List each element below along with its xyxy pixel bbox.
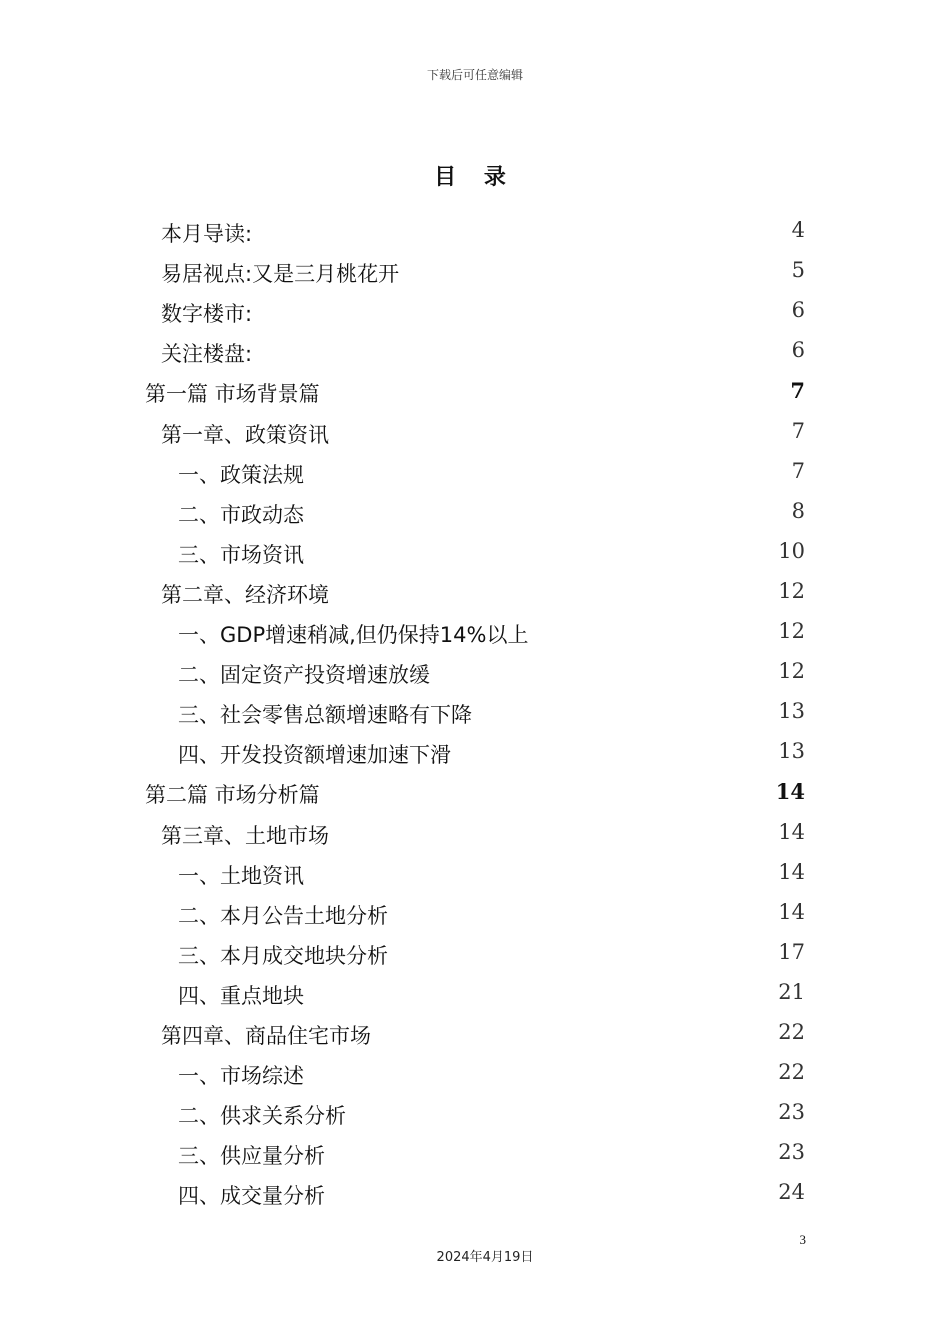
toc-entry-page: 8: [791, 498, 805, 523]
toc-entry[interactable]: [0, 1094, 950, 1134]
toc-entry-page: 13: [778, 739, 805, 764]
toc-entry-label: 三、社会零售总额增速略有下降: [178, 703, 472, 728]
toc-entry-page: 14: [778, 819, 805, 844]
toc-entry[interactable]: [0, 1014, 950, 1054]
toc-entry-label: 三、供应量分析: [178, 1144, 325, 1169]
toc-entry[interactable]: [0, 1054, 950, 1094]
page-number: 3: [799, 1232, 806, 1247]
toc-entry[interactable]: [0, 573, 950, 613]
toc-entry-page: 4: [791, 218, 805, 242]
toc-entry[interactable]: [0, 372, 950, 412]
toc-entry-label: 三、本月成交地块分析: [178, 943, 388, 968]
toc-entry-page: 10: [778, 538, 805, 563]
toc-entry[interactable]: [0, 653, 950, 693]
toc-entry-label: 第四章、商品住宅市场: [161, 1024, 371, 1048]
toc-entry-page: 5: [791, 258, 805, 283]
toc-entry-label: 第一篇 市场背景篇: [145, 382, 320, 407]
toc-entry-label: 四、成交量分析: [178, 1184, 325, 1209]
toc-entry[interactable]: [0, 974, 950, 1014]
toc-entry-page: 13: [778, 699, 805, 724]
toc-entry-label: 三、市场资讯: [178, 542, 304, 567]
page-header: 下载后可任意编辑: [426, 68, 523, 82]
toc-title: 目 录: [434, 165, 516, 190]
toc-entry-label: 二、市政动态: [178, 502, 304, 527]
toc-entry[interactable]: [0, 533, 950, 573]
toc-entry[interactable]: [0, 894, 950, 934]
toc-entry-label: 第二篇 市场分析篇: [145, 783, 320, 808]
toc-entry-page: 12: [778, 619, 805, 643]
toc-entry-label: 第一章、政策资讯: [161, 422, 329, 447]
toc-entry-page: 7: [791, 418, 805, 443]
toc-entry[interactable]: [0, 493, 950, 533]
toc-entry[interactable]: [0, 854, 950, 894]
toc-entry-page: 7: [791, 458, 805, 483]
toc-entry-label: 一、土地资讯: [178, 863, 304, 888]
toc-entry-label: 关注楼盘:: [161, 342, 253, 367]
toc-entry[interactable]: [0, 413, 950, 453]
toc-entry-page: 14: [778, 859, 805, 884]
toc-entry-page: 14: [778, 899, 805, 924]
toc-entry-label: 二、固定资产投资增速放缓: [178, 663, 430, 688]
toc-entry-label: 一、政策法规: [178, 462, 304, 487]
toc-entry-label: 二、供求关系分析: [178, 1104, 346, 1129]
toc-entry-label: 四、重点地块: [178, 983, 304, 1008]
toc-entry-label: 数字楼市:: [161, 302, 253, 327]
toc-entry-page: 6: [791, 338, 805, 363]
toc-entry[interactable]: [0, 773, 950, 813]
toc-entry-page: 23: [778, 1100, 805, 1125]
toc-entry[interactable]: [0, 693, 950, 733]
toc-entry-label: 二、本月公告土地分析: [178, 903, 388, 928]
toc-entry-page: 12: [778, 659, 805, 684]
toc-entry-page: 23: [778, 1140, 805, 1165]
toc-entry[interactable]: [0, 814, 950, 854]
toc-entry[interactable]: [0, 733, 950, 773]
toc-entry[interactable]: [0, 212, 950, 252]
toc-entry-label: 本月导读:: [161, 222, 253, 246]
toc-entry-page: 12: [778, 578, 805, 603]
toc-entry[interactable]: [0, 1134, 950, 1174]
toc-entry-label: 一、GDP增速稍减,但仍保持14%以上: [178, 623, 529, 647]
toc-entry-page: 7: [790, 378, 805, 404]
page-footer-date: 2024年4月19日: [436, 1250, 534, 1265]
toc-entry-page: 21: [778, 979, 805, 1004]
toc-entry-page: 24: [778, 1180, 805, 1205]
toc-entry[interactable]: [0, 453, 950, 493]
toc-entry-label: 第二章、经济环境: [161, 582, 329, 607]
toc-entry[interactable]: [0, 613, 950, 653]
toc-entry-page: 22: [778, 1020, 805, 1044]
toc-entry[interactable]: [0, 252, 950, 292]
toc-entry-label: 易居视点:又是三月桃花开: [161, 262, 400, 287]
toc-entry-page: 6: [791, 298, 805, 323]
toc-entry-label: 第三章、土地市场: [161, 823, 329, 848]
toc-entry-label: 一、市场综述: [178, 1064, 304, 1089]
toc-entry[interactable]: [0, 1174, 950, 1214]
toc-entry-page: 14: [775, 779, 805, 805]
toc-entry[interactable]: [0, 332, 950, 372]
toc-entry[interactable]: [0, 934, 950, 974]
toc-entry[interactable]: [0, 292, 950, 332]
toc-entry-page: 22: [778, 1060, 805, 1085]
toc-entry-page: 17: [778, 939, 805, 964]
toc-entry-label: 四、开发投资额增速加速下滑: [178, 743, 451, 768]
